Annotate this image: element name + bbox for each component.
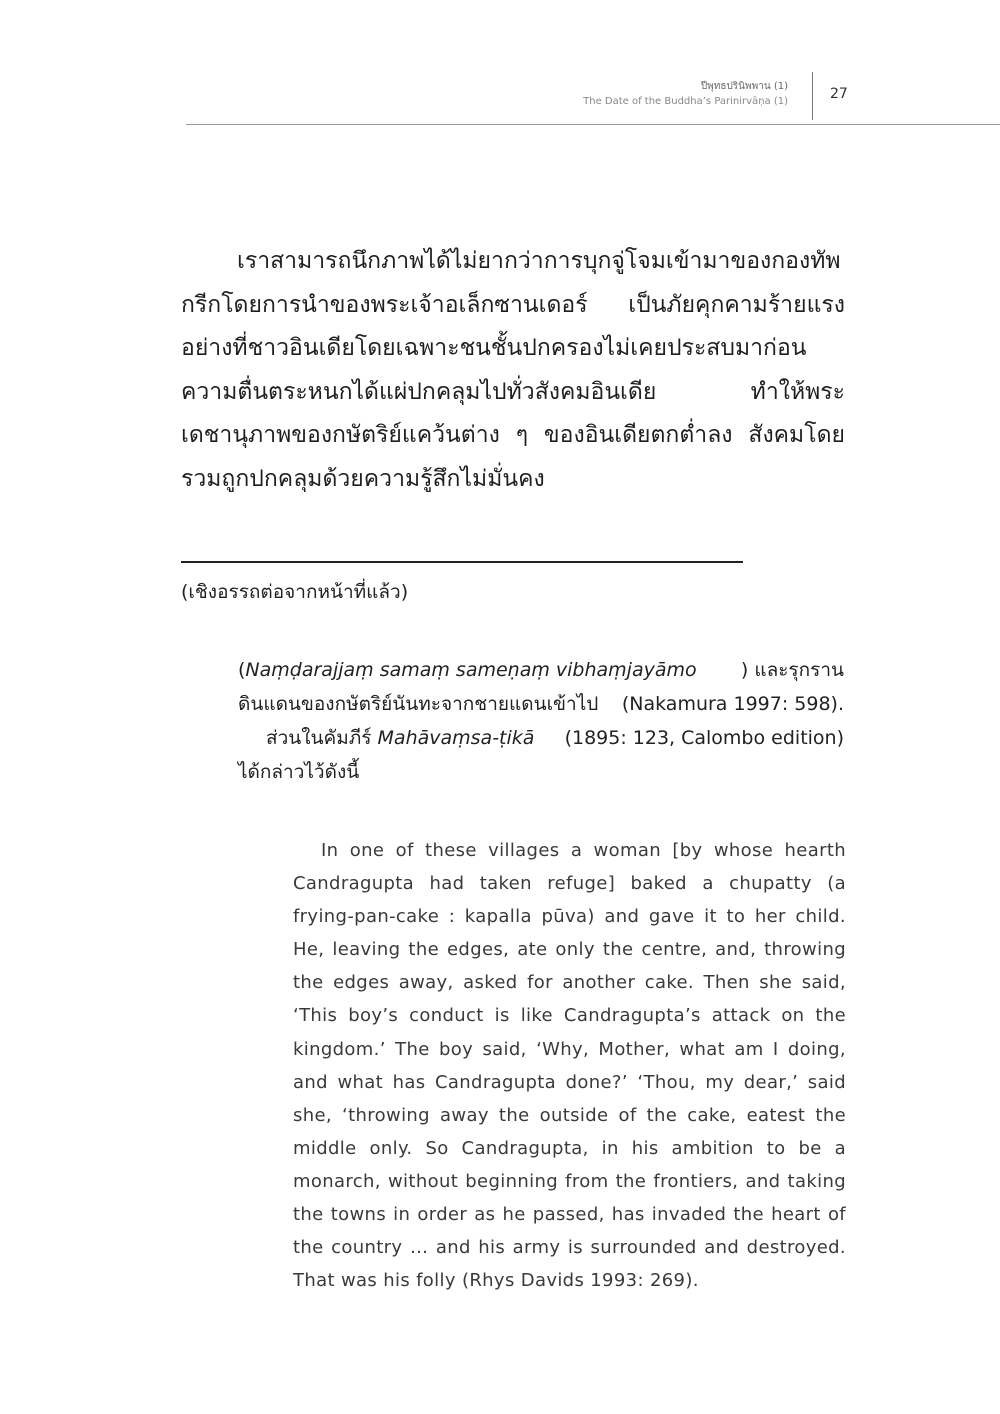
footnote-line-1 (238, 653, 844, 687)
header-divider (812, 72, 813, 120)
footnote-thai-text: ได้กล่าวไว้ดังนี้ (238, 761, 360, 783)
footnote-line-2 (238, 687, 844, 721)
main-paragraph (181, 240, 845, 502)
footnote-continued-label: (เชิงอรรถต่อจากหน้าที่แล้ว) (181, 581, 409, 603)
main-paragraph-text: เราสามารถนึกภาพได้ไม่ยากว่าการบุกจู่โจมเข้ามาของกองทัพกรีกโดยการนำของพระเจ้าอเล็กซานเดอร์ เป็นภัยคุกคามร้ายแรงอย่างที่ชาวอินเดียโดยเฉพาะชนชั้นปกครองไม่เคยประสบมาก่อน ความตื่นตระหนกได้แผ่ปกคลุมไปทั่วสังคมอินเดีย ทำให้พระเดชานุภาพของกษัตริย์แคว้นต่าง ๆ ของอินเดียตกต่ำลง สังคมโดยรวมถูกปกคลุมด้วยความรู้สึกไม่มั่นคง (181, 248, 845, 492)
footnote-rule (181, 561, 743, 563)
block-quote (293, 834, 846, 1297)
header-title-thai: ปีพุทธปรินิพพาน (1) (700, 81, 788, 92)
footnote-pali-phrase: (Naṃḍarajjaṃ samaṃ sameṇaṃ vibhaṃjayāmo (238, 659, 697, 681)
footnote-thai-text: ) และรุกราน (740, 659, 844, 681)
header-rule (186, 124, 1000, 125)
block-quote-text: In one of these villages a woman [by whose hearth Candragupta had taken refuge] baked a chupatty (a frying-pan-cake : kapalla pūva) and gave it to her child. He, leaving the edges, ate only the centre, and, throwing the edges away, asked for another cake. Then she said, ‘This boy’s conduct is like Candragupta’s attack on the kingdom.’ The boy said, ‘Why, Mother, what am I doing, and what has Candragupta done?’ ‘Thou, my dear,’ said she, ‘throwing away the outside of the cake, eatest the middle only. So Candragupta, in his ambition to be a monarch, without beginning from the frontiers, and taking the towns in order as he passed, has invaded the heart of the country … and his army is surrounded and destroyed. That was his folly (Rhys Davids 1993: 269). (293, 840, 846, 1292)
footnote-body (238, 653, 844, 789)
running-header (583, 79, 788, 110)
footnote-citation: (1895: 123, Calombo edition) (564, 727, 844, 749)
footnote-line-4 (238, 755, 844, 789)
footnote-thai-text: ดินแดนของกษัตริย์นันทะจากชายแดนเข้าไป (238, 693, 599, 715)
header-title-english: The Date of the Buddha’s Parinirvāṇa (1) (583, 96, 788, 107)
footnote-source-title: ส่วนในคัมภีร์ Mahāvaṃsa-ṭikā (266, 727, 535, 749)
page-number: 27 (830, 86, 848, 102)
footnote-line-3 (238, 721, 844, 755)
footnote-citation: (Nakamura 1997: 598). (621, 693, 844, 715)
